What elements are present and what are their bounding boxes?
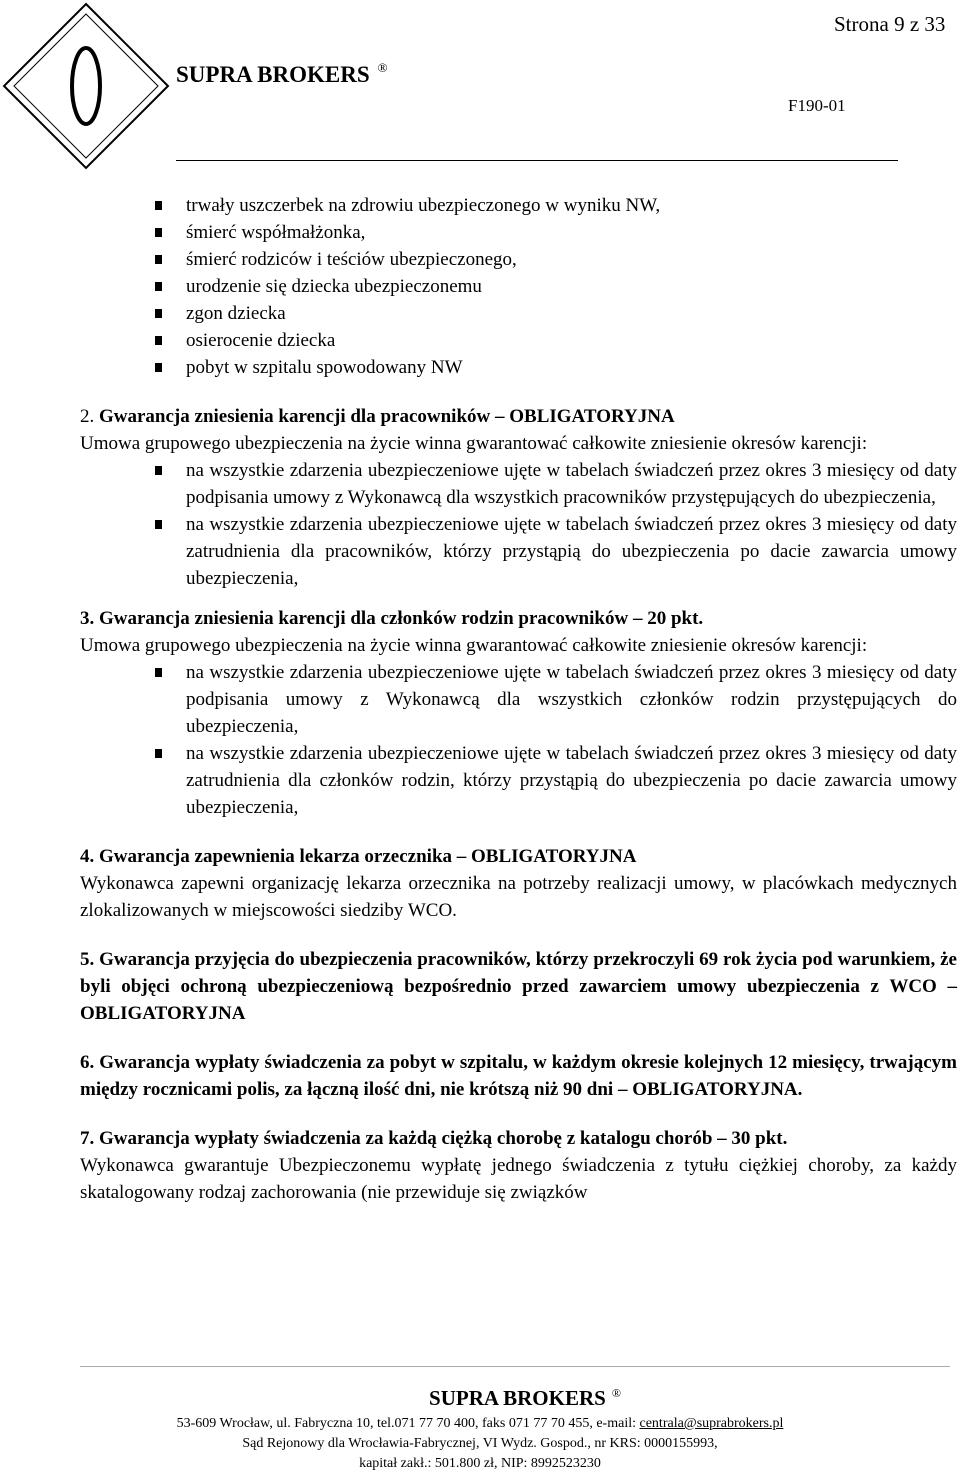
list-item: na wszystkie zdarzenia ubezpieczeniowe ujęte w tabelach świadczeń przez okres 3 miesięcy od daty zatrudnienia dla pracowników, którzy przystąpią do ubezpieczenia po dacie zawarcia umowy ubezpieczenia, xyxy=(80,511,957,592)
section-2 xyxy=(80,403,957,592)
section-intro: Umowa grupowego ubezpieczenia na życie winna gwarantować całkowite zniesienie okresów karencji: xyxy=(80,433,868,454)
section-heading: 3. Gwarancja zniesienia karencji dla członków rodzin pracowników – 20 pkt. xyxy=(80,608,704,629)
section-heading: 7. Gwarancja wypłaty świadczenia za każdą ciężką chorobę z katalogu chorób – 30 pkt. xyxy=(80,1128,788,1149)
footer-brand xyxy=(0,1386,960,1411)
footer-brand-text: SUPRA BROKERS xyxy=(429,1386,606,1410)
section-intro: Umowa grupowego ubezpieczenia na życie winna gwarantować całkowite zniesienie okresów karencji: xyxy=(80,635,868,656)
benefits-list xyxy=(80,192,957,381)
list-item: osierocenie dziecka xyxy=(80,327,957,354)
footer-court: Sąd Rejonowy dla Wrocławia-Fabrycznej, VI Wydz. Gospod., nr KRS: 0000155993, xyxy=(242,1436,718,1451)
section-2-list xyxy=(80,457,957,592)
footer-address: 53-609 Wrocław, ul. Fabryczna 10, tel.071 77 70 400, faks 071 77 70 455, e-mail: xyxy=(176,1416,640,1431)
list-item: na wszystkie zdarzenia ubezpieczeniowe ujęte w tabelach świadczeń przez okres 3 miesięcy od daty podpisania umowy z Wykonawcą dla wszystkich pracowników przystępujących do ubezpieczenia, xyxy=(80,457,957,511)
section-heading: 6. Gwarancja wypłaty świadczenia za pobyt w szpitalu, w każdym okresie kolejnych 12 miesięcy, trwającym między rocznicami polis, za łączną ilość dni, nie krótszą niż 90 dni – OBLIGATORYJNA. xyxy=(80,1052,957,1100)
list-item: zgon dziecka xyxy=(80,300,957,327)
list-item: śmierć rodziców i teściów ubezpieczonego, xyxy=(80,246,957,273)
section-body: Wykonawca gwarantuje Ubezpieczonemu wypłatę jednego świadczenia z tytułu ciężkiej choroby, za każdy skatalogowany rodzaj zachorowania (nie przewiduje się związków xyxy=(80,1155,957,1203)
section-7 xyxy=(80,1125,957,1206)
email-link[interactable]: centrala@suprabrokers.pl xyxy=(639,1416,784,1431)
list-item: pobyt w szpitalu spowodowany NW xyxy=(80,354,957,381)
footer-capital: kapitał zakł.: 501.800 zł, NIP: 8992523230 xyxy=(359,1456,601,1471)
document-code: F190-01 xyxy=(788,96,846,115)
header-brand xyxy=(176,62,388,88)
section-heading xyxy=(80,403,957,430)
section-heading: 5. Gwarancja przyjęcia do ubezpieczenia pracowników, którzy przekroczyli 69 rok życia pod warunkiem, że byli objęci ochroną ubezpieczeniową bezpośrednio przed zawarciem umowy ubezpieczenia z WCO – OBLIGATORYJNA xyxy=(80,949,957,1024)
footer-registered-mark: ® xyxy=(611,1386,621,1400)
company-logo xyxy=(0,0,172,172)
section-heading-text xyxy=(80,406,675,427)
registered-mark: ® xyxy=(377,60,388,75)
section-body: Wykonawca zapewni organizację lekarza orzecznika na potrzeby realizacji umowy, w placówkach medycznych zlokalizowanych w miejscowości siedziby WCO. xyxy=(80,873,957,921)
section-heading: 4. Gwarancja zapewnienia lekarza orzecznika – OBLIGATORYJNA xyxy=(80,846,637,867)
page-number: Strona 9 z 33 xyxy=(834,12,946,36)
list-item: na wszystkie zdarzenia ubezpieczeniowe ujęte w tabelach świadczeń przez okres 3 miesięcy od daty zatrudnienia dla członków rodzin, którzy przystąpią do ubezpieczenia po dacie zawarcia umowy ubezpieczenia, xyxy=(80,740,957,821)
list-item: na wszystkie zdarzenia ubezpieczeniowe ujęte w tabelach świadczeń przez okres 3 miesięcy od daty podpisania umowy z Wykonawcą dla wszystkich członków rodzin przystępujących do ubezpieczenia, xyxy=(80,659,957,740)
section-title: Gwarancja zniesienia karencji dla pracowników – OBLIGATORYJNA xyxy=(99,406,675,427)
section-5 xyxy=(80,946,957,1027)
list-item: urodzenie się dziecka ubezpieczonemu xyxy=(80,273,957,300)
section-3-list xyxy=(80,659,957,821)
footer-address-line xyxy=(0,1416,960,1432)
section-6 xyxy=(80,1049,957,1103)
list-item: śmierć współmałżonka, xyxy=(80,219,957,246)
footer-divider xyxy=(80,1366,950,1367)
section-number: 2. xyxy=(80,406,99,427)
document-body xyxy=(80,192,957,1206)
section-3 xyxy=(80,605,957,821)
header-brand-text: SUPRA BROKERS xyxy=(176,62,370,87)
section-4 xyxy=(80,843,957,924)
header-divider xyxy=(176,160,898,161)
list-item: trwały uszczerbek na zdrowiu ubezpieczonego w wyniku NW, xyxy=(80,192,957,219)
